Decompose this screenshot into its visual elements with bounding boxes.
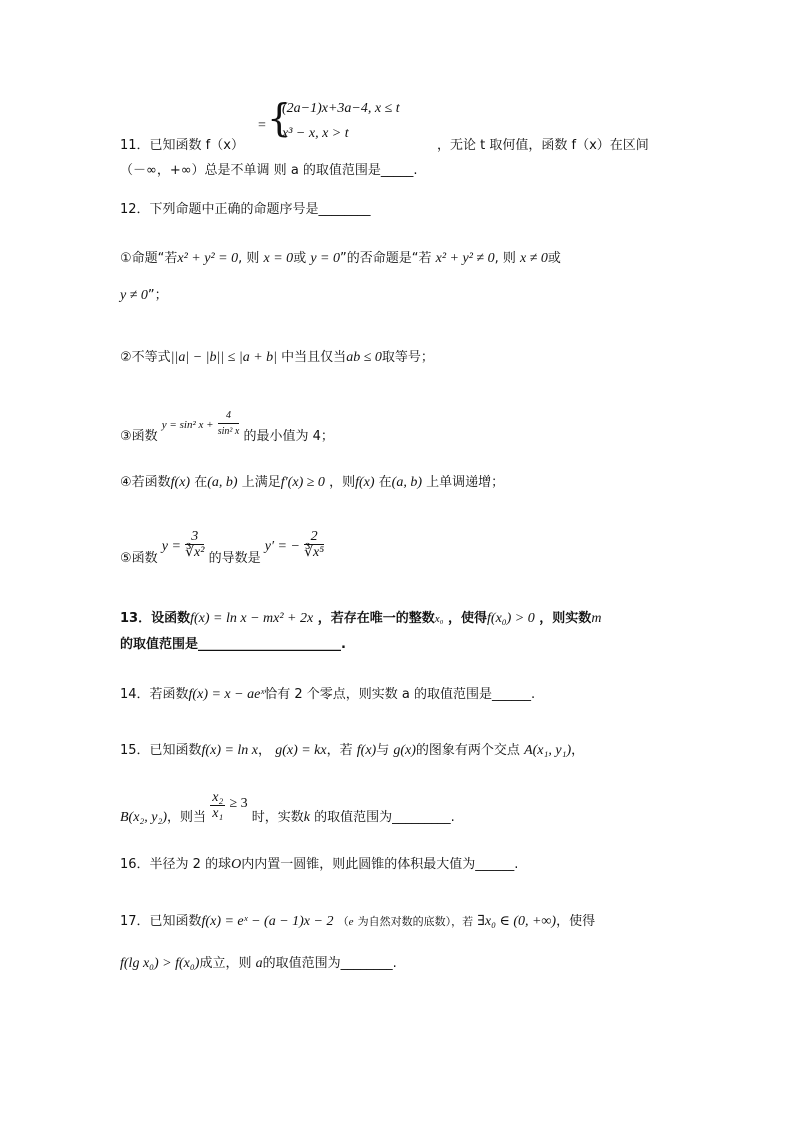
text-q15-a: 15．已知函数 <box>120 743 202 758</box>
text-q12-p1_d: ”的否命题是“若 <box>340 251 432 266</box>
q12-title <box>120 200 371 220</box>
text-q13-m1: f(x) = ln x − mx² + 2x <box>190 611 314 626</box>
text-q12-p2_m1: ||a| − |b|| ≤ |a + b| <box>170 350 278 365</box>
text-q12-p5_num: 3 <box>185 529 204 545</box>
text-q14-a: 14．若函数 <box>120 687 189 702</box>
text-q17-b: （ <box>337 915 349 928</box>
text-q11-line2: （－∞，+∞）总是不单调 则 a 的取值范围是_____. <box>120 163 418 178</box>
text-q13-d: ，则实数 <box>539 611 592 626</box>
q13-line1 <box>120 609 601 629</box>
q11-line1 <box>120 136 244 156</box>
text-q13-a: 13．设函数 <box>120 611 191 626</box>
text-q15-b: ， <box>258 743 272 758</box>
text-q11-eq: = <box>258 118 266 133</box>
q11-eq <box>258 118 266 134</box>
text-q15-c: ，若 <box>326 743 353 758</box>
text-q16-a: 16．半径为 2 的球 <box>120 857 232 872</box>
q17-line1 <box>120 912 595 932</box>
text-q12-p4_m5: (a, b) <box>391 475 422 490</box>
q12-item1-line2 <box>120 286 168 306</box>
text-q17-m4: f(lg x₀) > f(x₀) <box>120 956 200 971</box>
q13-line2 <box>120 635 346 655</box>
text-q15-m7: k <box>303 810 310 825</box>
text-q11-tail: ，无论 t 取何值，函数 f（x）在区间 <box>437 138 649 153</box>
text-q12-p1_e: , 则 <box>494 251 516 266</box>
q11-line2 <box>120 161 418 181</box>
text-q12-p3_m1: y = sin² x + <box>161 419 214 431</box>
text-q14-m1: f(x) = x − aeˣ <box>188 687 265 702</box>
q12-item2 <box>120 348 434 368</box>
text-q17-c: 为自然对数的底数），若 <box>357 915 474 928</box>
text-q12-p5_num2: 2 <box>304 529 324 545</box>
text-q15-g: ，则当 <box>167 810 207 825</box>
text-q15-den: x₁ <box>212 806 224 821</box>
text-q12-p5_lhs2: y′ = − <box>264 539 300 554</box>
text-q14-b: 恰有 2 个零点，则实数 a 的取值范围是______. <box>264 687 536 702</box>
text-q17-m3: ∃x₀ ∈ (0, +∞) <box>477 914 557 929</box>
text-q12-p3_num: 4 <box>218 408 240 424</box>
text-q12-p5_den2: ∛x⁵ <box>304 545 325 560</box>
text-q12-p4_b: 在 <box>194 475 208 490</box>
text-q15-m2: g(x) = kx <box>275 743 327 758</box>
text-q12-p3_b: 的最小值为 4； <box>243 429 334 444</box>
text-q12-p3_den: sin² x <box>217 426 240 437</box>
text-q13-b: ，若存在唯一的整数 <box>317 611 435 626</box>
text-q12-p2_b: 中当且仅当 <box>281 350 347 365</box>
q11-brace: { <box>267 96 292 140</box>
text-q11-lead: 11．已知函数 f（x） <box>120 138 244 153</box>
q16-line <box>120 855 518 875</box>
text-q12-p4_m2: (a, b) <box>207 475 238 490</box>
text-q12-p1_a: ①命题“若 <box>120 251 178 266</box>
text-q17-m5: a <box>255 956 263 971</box>
text-q15-m1: f(x) = ln x <box>201 743 259 758</box>
text-q11-case1: (2a−1)x+3a−4, x ≤ t <box>282 101 400 116</box>
q12-item5 <box>120 527 324 579</box>
text-q12-p4_d: ，则 <box>329 475 356 490</box>
text-q13-m3: f(x₀) > 0 <box>487 611 535 626</box>
text-q17-a: 17．已知函数 <box>120 914 202 929</box>
q12-item3 <box>120 408 334 452</box>
text-q13-m4: m <box>591 611 602 626</box>
q11-case1 <box>282 101 400 117</box>
text-q12-p2_c: 取等号； <box>381 350 434 365</box>
text-q12-p1_m1: x² + y² = 0 <box>177 251 239 266</box>
text-q17-f: 的取值范围为________. <box>262 956 397 971</box>
text-q15-h: 时，实数 <box>251 810 304 825</box>
text-q11-case2: x³ − x, x > t <box>282 126 349 141</box>
q15-line1 <box>120 741 584 761</box>
q12-item1 <box>120 249 561 269</box>
text-q12-p2_a: ②不等式 <box>120 350 171 365</box>
text-q15-e: 的图象有两个交点 <box>415 743 520 758</box>
text-q12-p4_m4: f(x) <box>355 475 375 490</box>
text-q15-i: 的取值范围为_________. <box>314 810 455 825</box>
text-q12-p3_a: ③函数 <box>120 429 158 444</box>
text-q12-p1_g: ”； <box>147 288 168 303</box>
text-q15-m4: g(x) <box>393 743 416 758</box>
text-q12-p1_c: 或 <box>293 251 307 266</box>
text-q15-d: 与 <box>376 743 390 758</box>
text-q17-d: ，使得 <box>556 914 596 929</box>
text-q15-m6: B(x₂, y₂) <box>120 810 168 825</box>
text-q16-m1: O <box>231 857 242 872</box>
text-q17-e: 成立，则 <box>199 956 252 971</box>
text-q12-p1_f: 或 <box>547 251 561 266</box>
text-q12-p4_c: 上满足 <box>241 475 281 490</box>
text-q12-p4_m1: f(x) <box>170 475 191 490</box>
text-q12-p1_b: , 则 <box>238 251 260 266</box>
text-q12-p1_m6: y ≠ 0 <box>120 288 148 303</box>
text-q12-p1_m5: x ≠ 0 <box>520 251 548 266</box>
text-q12-title: 12．下列命题中正确的命题序号是________ <box>120 202 371 217</box>
text-q15-f: ， <box>571 743 585 758</box>
text-q12-p4_a: ④若函数 <box>120 475 171 490</box>
text-q15-m5: A(x₁, y₁) <box>524 743 572 758</box>
text-q15-m3: f(x) <box>356 743 377 758</box>
text-q17-m1: f(x) = eˣ − (a − 1)x − 2 <box>201 914 334 929</box>
text-q12-p5_den: ∛x² <box>185 545 205 560</box>
text-q13-line2: 的取值范围是______________________. <box>120 637 346 652</box>
q17-line2 <box>120 954 397 974</box>
text-q12-p4_m3: f′(x) ≥ 0 <box>280 475 325 490</box>
text-q12-p5_b: 的导数是 <box>208 551 261 566</box>
text-q12-p5_lhs: y = <box>161 539 181 554</box>
text-q12-p4_e: 在 <box>378 475 392 490</box>
text-q15-ge: ≥ 3 <box>229 796 248 811</box>
text-q13-c: ，使得 <box>448 611 488 626</box>
q11-tail <box>437 136 649 156</box>
q12-item4 <box>120 473 504 493</box>
text-q12-p1_m2: x = 0 <box>263 251 294 266</box>
text-q15-num: x₂ <box>212 790 224 805</box>
q11-case2 <box>282 126 349 142</box>
text-q16-b: 内内置一圆锥，则此圆锥的体积最大值为______. <box>241 857 519 872</box>
text-q12-p2_m2: ab ≤ 0 <box>346 350 382 365</box>
text-q12-p4_f: 上单调递增； <box>426 475 505 490</box>
text-q12-p5_a: ⑤函数 <box>120 551 158 566</box>
text-q17-m2: e <box>348 916 354 928</box>
text-q13-m2: x₀ <box>434 613 444 625</box>
text-q12-p1_m3: y = 0 <box>310 251 341 266</box>
q14-line <box>120 685 535 705</box>
text-q12-p1_m4: x² + y² ≠ 0 <box>435 251 495 266</box>
q15-line2 <box>120 784 455 844</box>
